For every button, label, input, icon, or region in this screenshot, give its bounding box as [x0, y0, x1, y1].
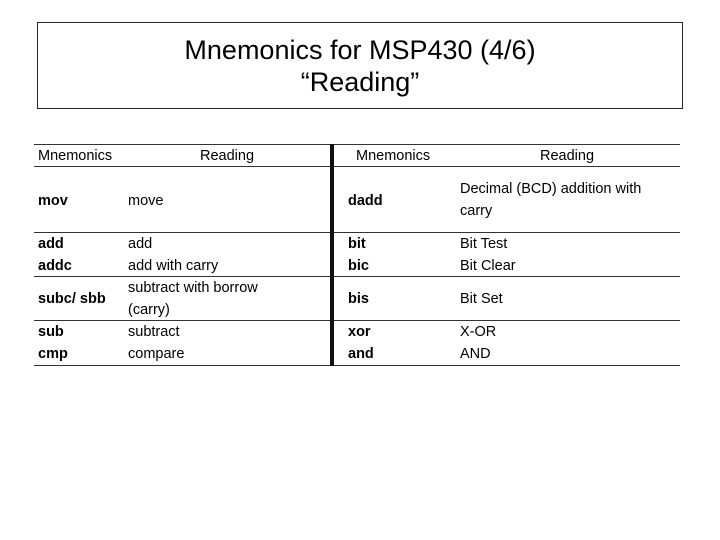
mnemonics-table — [34, 144, 680, 366]
left-header-mnemonics: Mnemonics — [38, 148, 113, 164]
left-reading-cmp: compare — [128, 346, 185, 362]
left-mnemonic-cmp: cmp — [38, 346, 68, 362]
column-separator — [330, 144, 334, 366]
right-mnemonic-and: and — [348, 346, 374, 362]
left-reading-sub: subtract — [128, 324, 180, 340]
left-header-reading: Reading — [200, 148, 255, 164]
left-reading-mov: move — [128, 193, 164, 209]
right-mnemonic-bit: bit — [348, 236, 366, 252]
left-mnemonic-add: add — [38, 236, 64, 252]
left-mnemonic-sub: sub — [38, 324, 64, 340]
right-reading-bic: Bit Clear — [460, 258, 516, 274]
right-reading-dadd-line1: Decimal (BCD) addition with — [460, 181, 642, 197]
left-mnemonic-addc: addc — [38, 258, 72, 274]
left-reading-subc-line1: subtract with borrow — [128, 280, 258, 296]
slide-title: Mnemonics for MSP430 (4/6) — [184, 34, 536, 65]
right-reading-dadd-line2: carry — [460, 203, 493, 219]
left-reading-addc: add with carry — [128, 258, 219, 274]
right-header-reading: Reading — [540, 148, 595, 164]
right-mnemonic-xor: xor — [348, 324, 371, 340]
right-reading-bit: Bit Test — [460, 236, 508, 252]
left-reading-add: add — [128, 236, 153, 252]
right-reading-bis: Bit Set — [460, 291, 503, 307]
right-mnemonic-dadd: dadd — [348, 193, 383, 209]
slide-subtitle: “Reading” — [300, 66, 420, 97]
right-mnemonic-bic: bic — [348, 258, 369, 274]
right-mnemonic-bis: bis — [348, 291, 369, 307]
left-reading-subc-line2: (carry) — [128, 302, 170, 318]
slide-title-box — [37, 22, 683, 109]
right-header-mnemonics: Mnemonics — [356, 148, 431, 164]
left-mnemonic-subc: subc/ sbb — [38, 291, 106, 307]
right-reading-and: AND — [460, 346, 491, 362]
right-reading-xor: X-OR — [460, 324, 497, 340]
table-bottom-rule — [34, 365, 680, 366]
left-mnemonic-mov: mov — [38, 193, 68, 209]
